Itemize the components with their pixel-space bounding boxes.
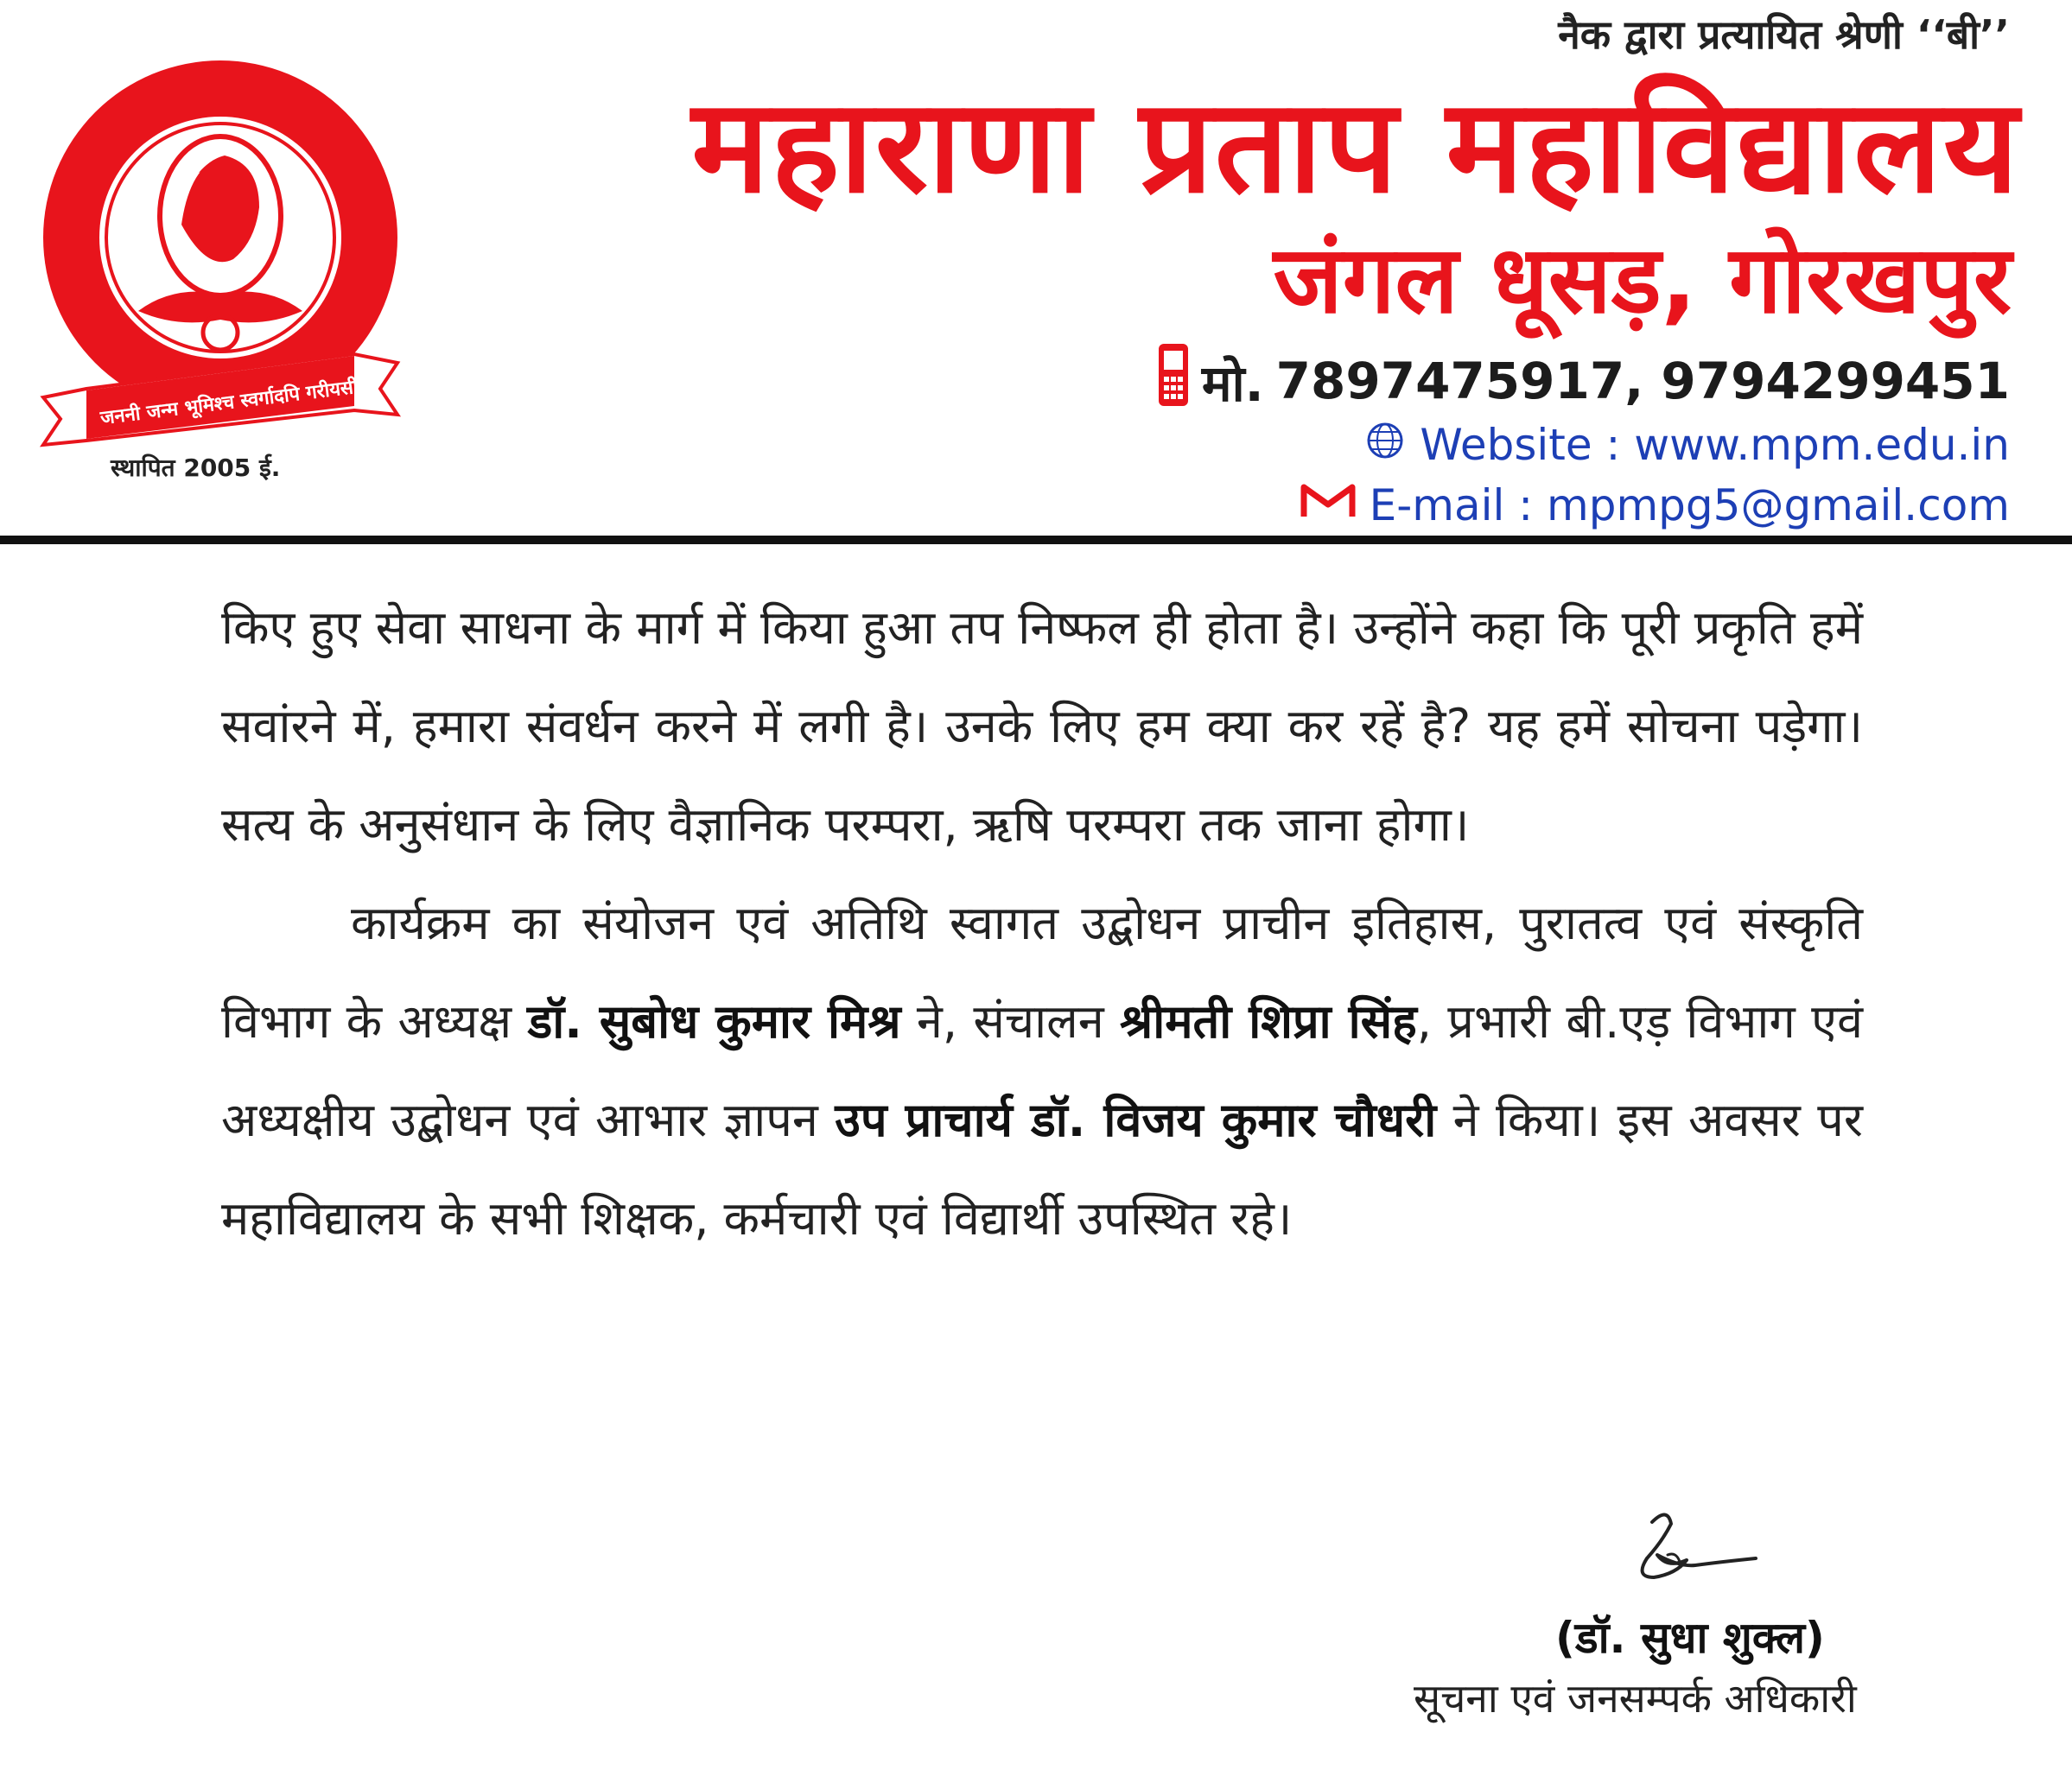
convener-name: डॉ. सुबोध कुमार मिश्र: [527, 994, 901, 1049]
signatory-designation: सूचना एवं जनसम्पर्क अधिकारी: [1414, 1675, 1857, 1722]
vice-principal-name: उप प्राचार्य डॉ. विजय कुमार चौधरी: [835, 1093, 1437, 1147]
phone-line: [1157, 342, 2010, 420]
letterhead: [0, 0, 2072, 537]
seal-motto: जननी जन्म भूमिश्च स्वर्गादपि गरीयसी: [99, 376, 359, 430]
phone-prefix: मो.: [1201, 353, 1264, 413]
paragraph-1: किए हुए सेवा साधना के मार्ग में किया हुआ तप निष्फल ही होता है। उन्होंने कहा कि पूरी प्रकृति हमें सवांरने में, हमारा संवर्धन करने में लगी है। उनके लिए हम क्या कर रहें है? यह हमें सोचना पड़ेगा। सत्य के अनुसंधान के लिए वैज्ञानिक परम्परा, ऋषि परम्परा तक जाना होगा।: [221, 600, 1863, 852]
college-seal-icon: [35, 52, 406, 501]
email-line: [1300, 480, 2010, 530]
website-line: [1366, 420, 2010, 470]
gmail-icon: [1300, 480, 1356, 530]
college-seal: [35, 52, 406, 501]
college-place: जंगल धूसड़, गोरखपुर: [1273, 226, 2012, 334]
press-release-body: [221, 579, 1863, 1268]
seal-established: स्थापित 2005 ई.: [111, 454, 281, 482]
email-link[interactable]: E-mail : mpmpg5@gmail.com: [1369, 480, 2010, 530]
college-name: महाराणा प्रताप महाविद्यालय: [691, 72, 2020, 222]
para2-text-3: , प्रभारी बी.एड़ विभाग एवं अध्यक्षीय उद्बोधन एवं आभार ज्ञापन: [221, 994, 1863, 1147]
para2-text-4: ने किया। इस अवसर पर महाविद्यालय के सभी शिक्षक, कर्मचारी एवं विद्यार्थी उपस्थित रहे।: [221, 1093, 1863, 1246]
mobile-phone-icon: [1157, 342, 1190, 420]
para2-text-1: कार्यक्रम का संयोजन एवं अतिथि स्वागत उद्बोधन प्राचीन इतिहास, पुरातत्व एवं संस्कृति विभाग के अध्यक्ष: [221, 896, 1863, 1049]
website-link[interactable]: Website : www.mpm.edu.in: [1420, 420, 2010, 470]
paragraph-2: [221, 874, 1863, 1268]
anchor-name: श्रीमती शिप्रा सिंह: [1120, 994, 1417, 1049]
para2-text-2: ने, संचालन: [900, 994, 1121, 1049]
header-divider: [0, 536, 2072, 544]
naac-grade: नैक द्वारा प्रत्यायित श्रेणी ‘‘बी’’: [1558, 11, 2010, 58]
phone-numbers[interactable]: 7897475917, 9794299451: [1275, 352, 2010, 410]
signature-mark: [1624, 1503, 1780, 1607]
globe-icon: [1366, 420, 1404, 470]
signatory-name: (डॉ. सुधा शुक्ल): [1555, 1613, 1825, 1663]
